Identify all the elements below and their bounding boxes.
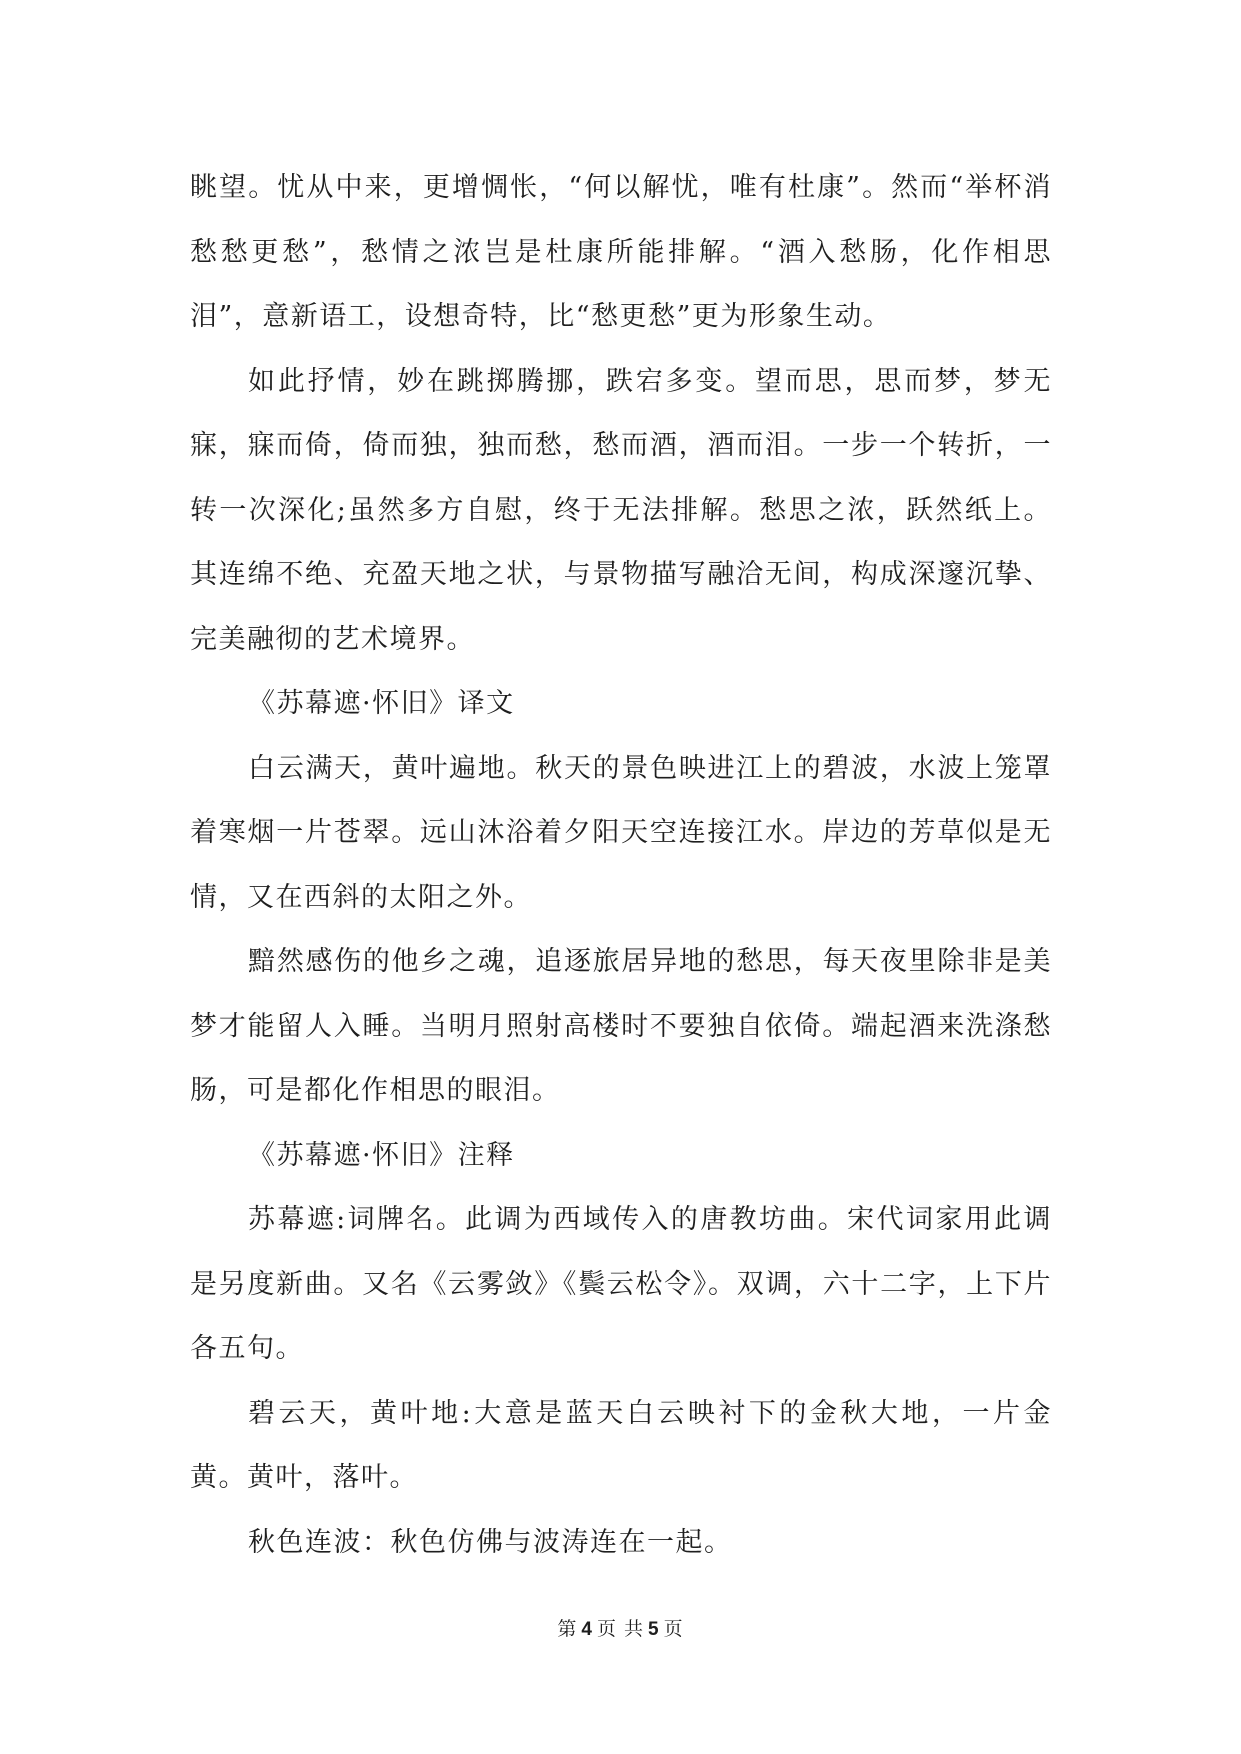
total-page-number: 5 <box>648 1619 660 1640</box>
current-page-number: 4 <box>581 1619 593 1640</box>
paragraph-continued: 眺望。忧从中来，更增惆怅，“何以解忧，唯有杜康”。然而“举杯消愁愁更愁”，愁情之浓岂是杜康所能排解。“酒入愁肠，化作相思泪”，意新语工，设想奇特，比“愁更愁”更为形象生动。 <box>190 172 1052 332</box>
section-heading-translation: 《苏幕遮·怀旧》译文 <box>248 688 515 719</box>
footer-suffix: 页 <box>663 1618 684 1640</box>
paragraph-lyric-analysis: 如此抒情，妙在跳掷腾挪，跌宕多变。望而思，思而梦，梦无寐，寐而倚，倚而独，独而愁，愁而酒，酒而泪。一步一个转折，一转一次深化;虽然多方自慰，终于无法排解。愁思之浓，跃然纸上。其连绵不绝、充盈天地之状，与景物描写融洽无间，构成深邃沉挚、完美融彻的艺术境界。 <box>190 365 1052 655</box>
paragraph-translation-2: 黯然感伤的他乡之魂，追逐旅居异地的愁思，每天夜里除非是美梦才能留人入睡。当明月照射高楼时不要独自依倚。端起酒来洗涤愁肠，可是都化作相思的眼泪。 <box>190 946 1052 1106</box>
page-footer <box>0 1617 1241 1642</box>
paragraph-annotation-1: 苏幕遮:词牌名。此调为西域传入的唐教坊曲。宋代词家用此调是另度新曲。又名《云雾敛》《鬓云松令》。双调，六十二字，上下片各五句。 <box>190 1204 1052 1364</box>
document-body <box>190 156 1052 1575</box>
paragraph-annotation-3: 秋色连波：秋色仿佛与波涛连在一起。 <box>248 1526 733 1558</box>
section-heading-annotation: 《苏幕遮·怀旧》注释 <box>248 1139 515 1171</box>
footer-middle: 页 共 <box>596 1618 645 1640</box>
paragraph-annotation-2: 碧云天，黄叶地:大意是蓝天白云映衬下的金秋大地，一片金黄。黄叶，落叶。 <box>190 1397 1052 1493</box>
paragraph-translation-1: 白云满天，黄叶遍地。秋天的景色映进江上的碧波，水波上笼罩着寒烟一片苍翠。远山沐浴着夕阳天空连接江水。岸边的芳草似是无情，又在西斜的太阳之外。 <box>190 752 1052 913</box>
footer-prefix: 第 <box>557 1618 578 1640</box>
